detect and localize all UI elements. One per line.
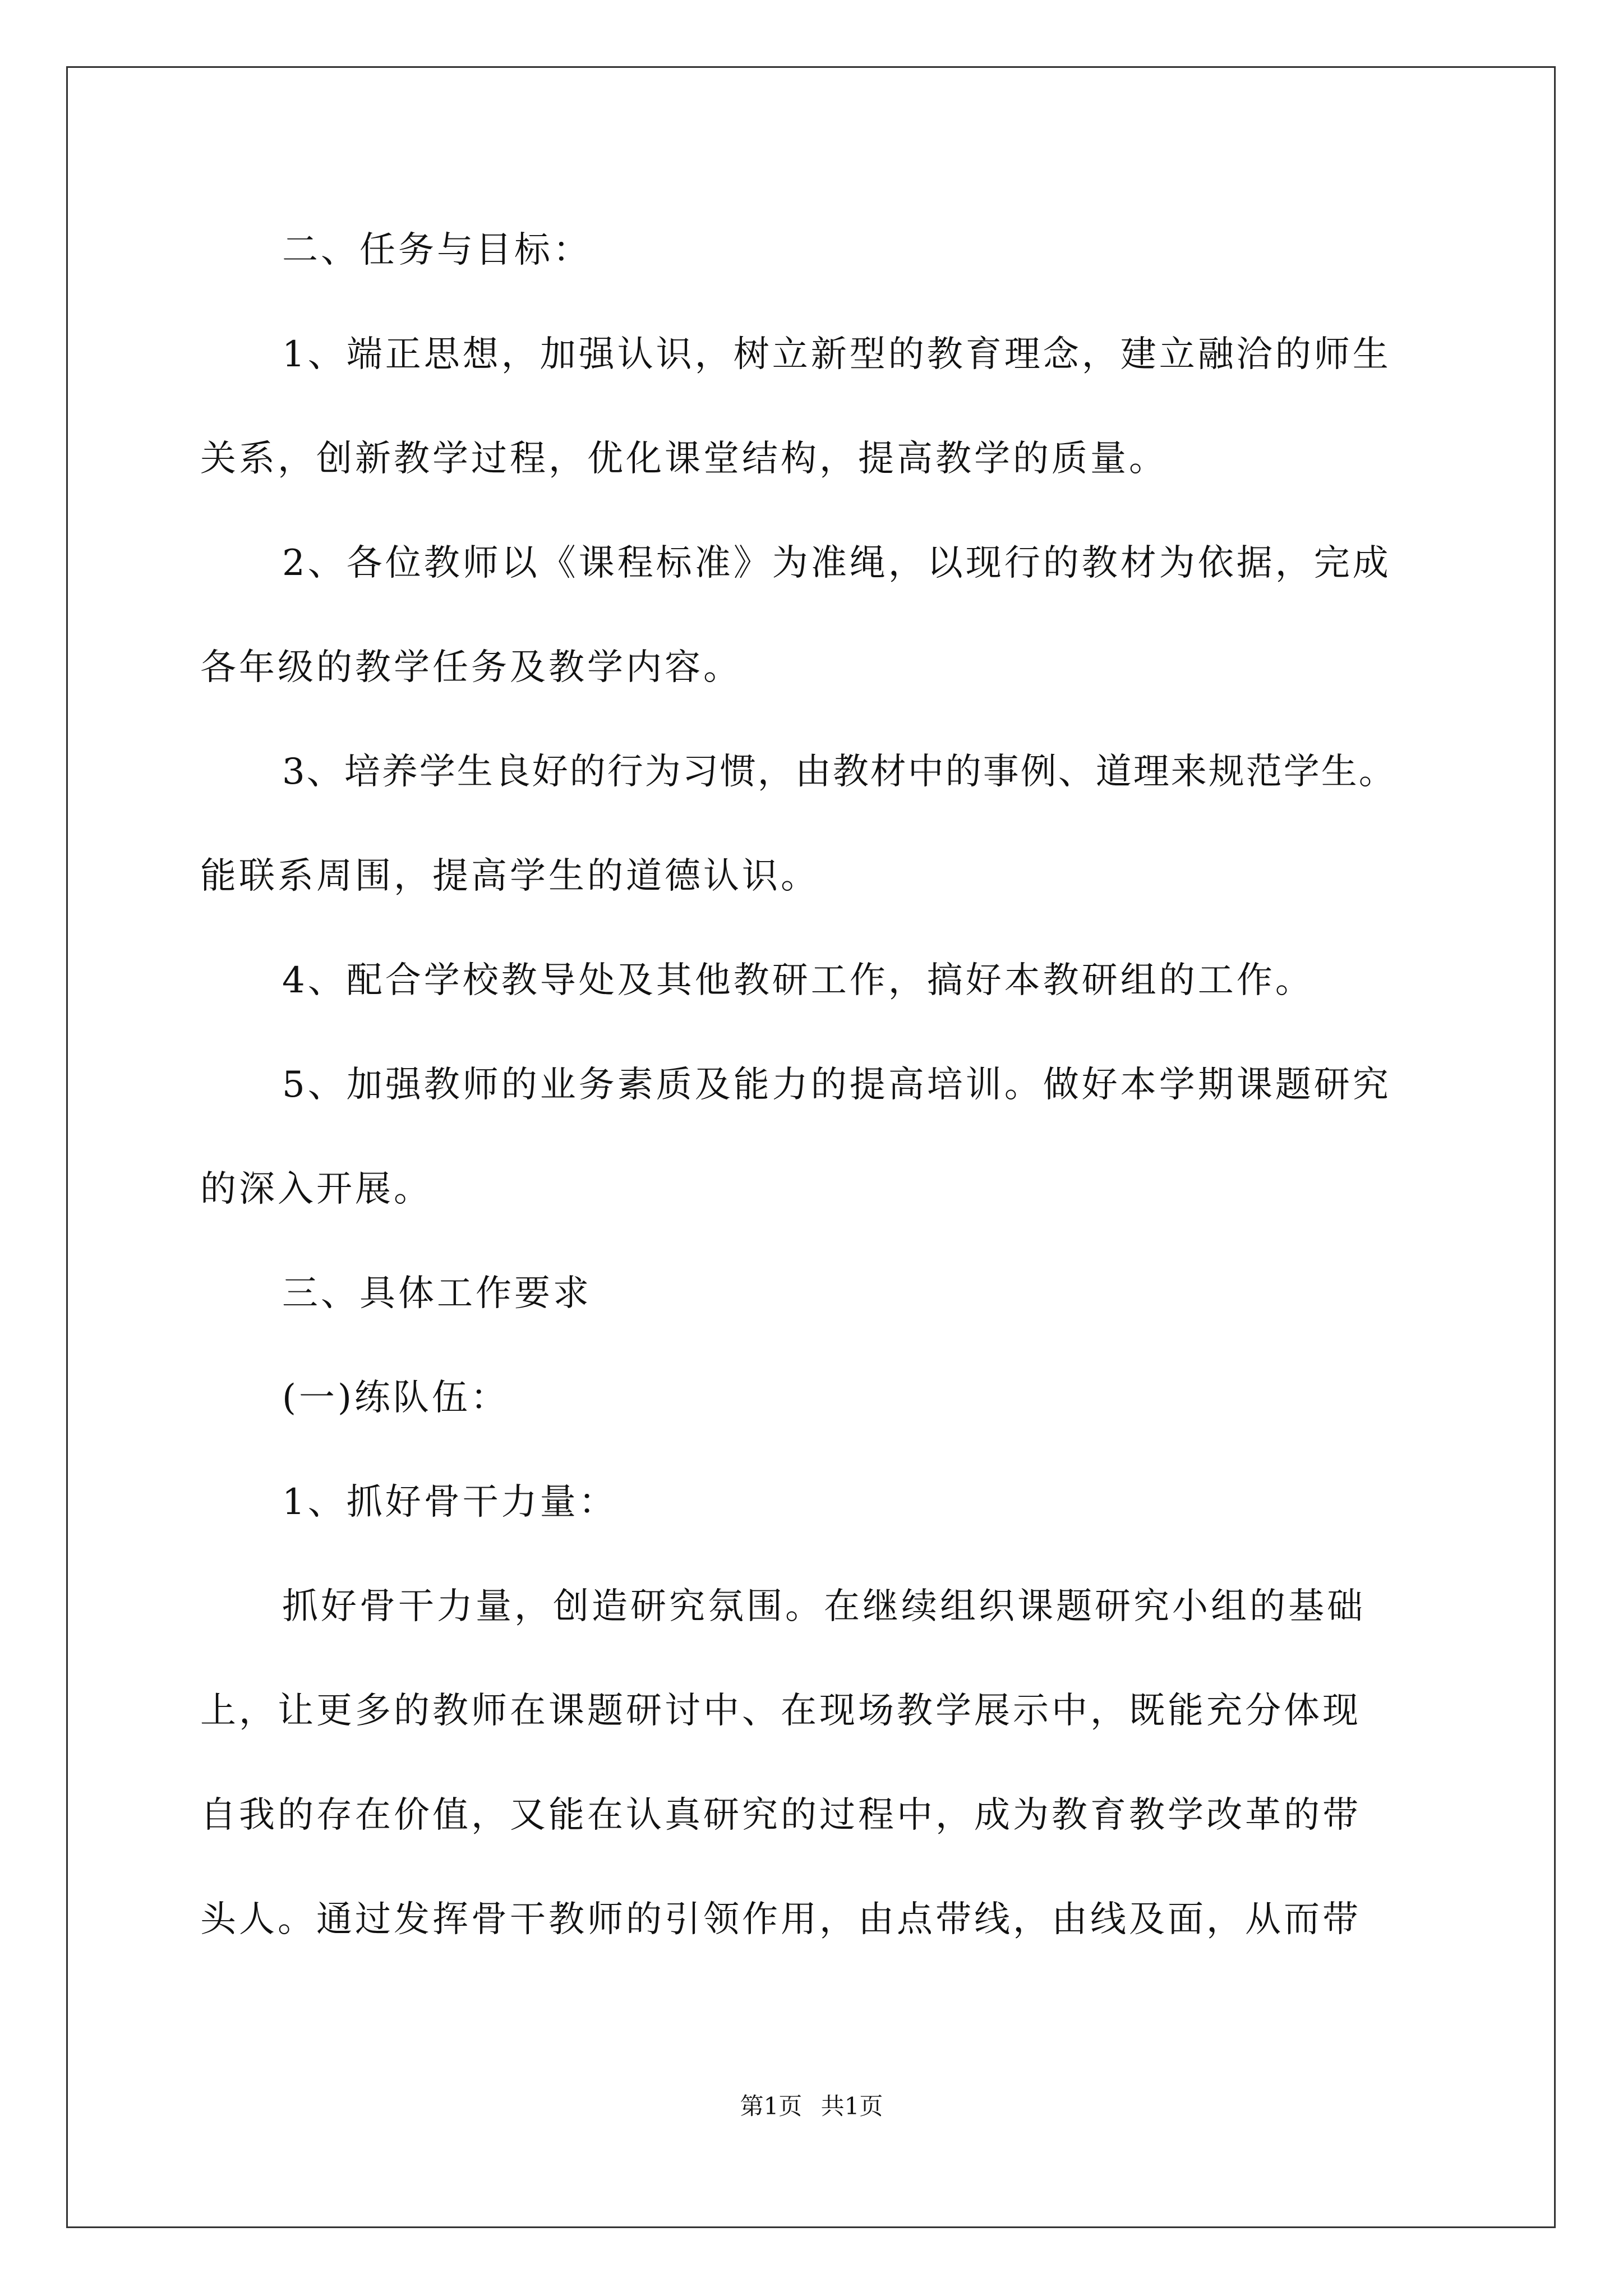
paragraph-line: 4、配合学校教导处及其他教研工作，搞好本教研组的工作。 <box>282 960 1314 1001</box>
paragraph-line: 自我的存在价值，又能在认真研究的过程中，成为教育教学改革的带 <box>200 1795 1361 1836</box>
page-total: 共1页 <box>820 2092 883 2120</box>
paragraph-line: 关系，创新教学过程，优化课堂结构，提高教学的质量。 <box>200 438 1168 480</box>
item-heading: 1、抓好骨干力量： <box>282 1481 617 1523</box>
paragraph-line: 各年级的教学任务及教学内容。 <box>200 647 742 688</box>
paragraph-line: 头人。通过发挥骨干教师的引领作用，由点带线，由线及面，从而带 <box>200 1899 1361 1940</box>
paragraph-line: 5、加强教师的业务素质及能力的提高培训。做好本学期课题研究 <box>282 1064 1391 1106</box>
paragraph-line: 抓好骨干力量，创造研究氛围。在继续组织课题研究小组的基础 <box>282 1586 1366 1627</box>
subsection-heading: (一)练队伍： <box>282 1377 509 1419</box>
paragraph-line: 2、各位教师以《课程标准》为准绳，以现行的教材为依据，完成 <box>282 542 1391 584</box>
paragraph-line: 能联系周围，提高学生的道德认识。 <box>200 855 819 897</box>
paragraph-line: 的深入开展。 <box>200 1168 432 1210</box>
section-heading-requirements: 三、具体工作要求 <box>282 1273 592 1314</box>
section-heading-tasks: 二、任务与目标： <box>282 229 592 271</box>
page-number: 第1页 <box>740 2092 803 2120</box>
page-footer <box>0 2092 1623 2120</box>
paragraph-line: 3、培养学生良好的行为习惯，由教材中的事例、道理来规范学生。 <box>282 751 1396 793</box>
paragraph-line: 上，让更多的教师在课题研讨中、在现场教学展示中，既能充分体现 <box>200 1690 1361 1732</box>
paragraph-line: 1、端正思想，加强认识，树立新型的教育理念，建立融洽的师生 <box>282 334 1391 375</box>
